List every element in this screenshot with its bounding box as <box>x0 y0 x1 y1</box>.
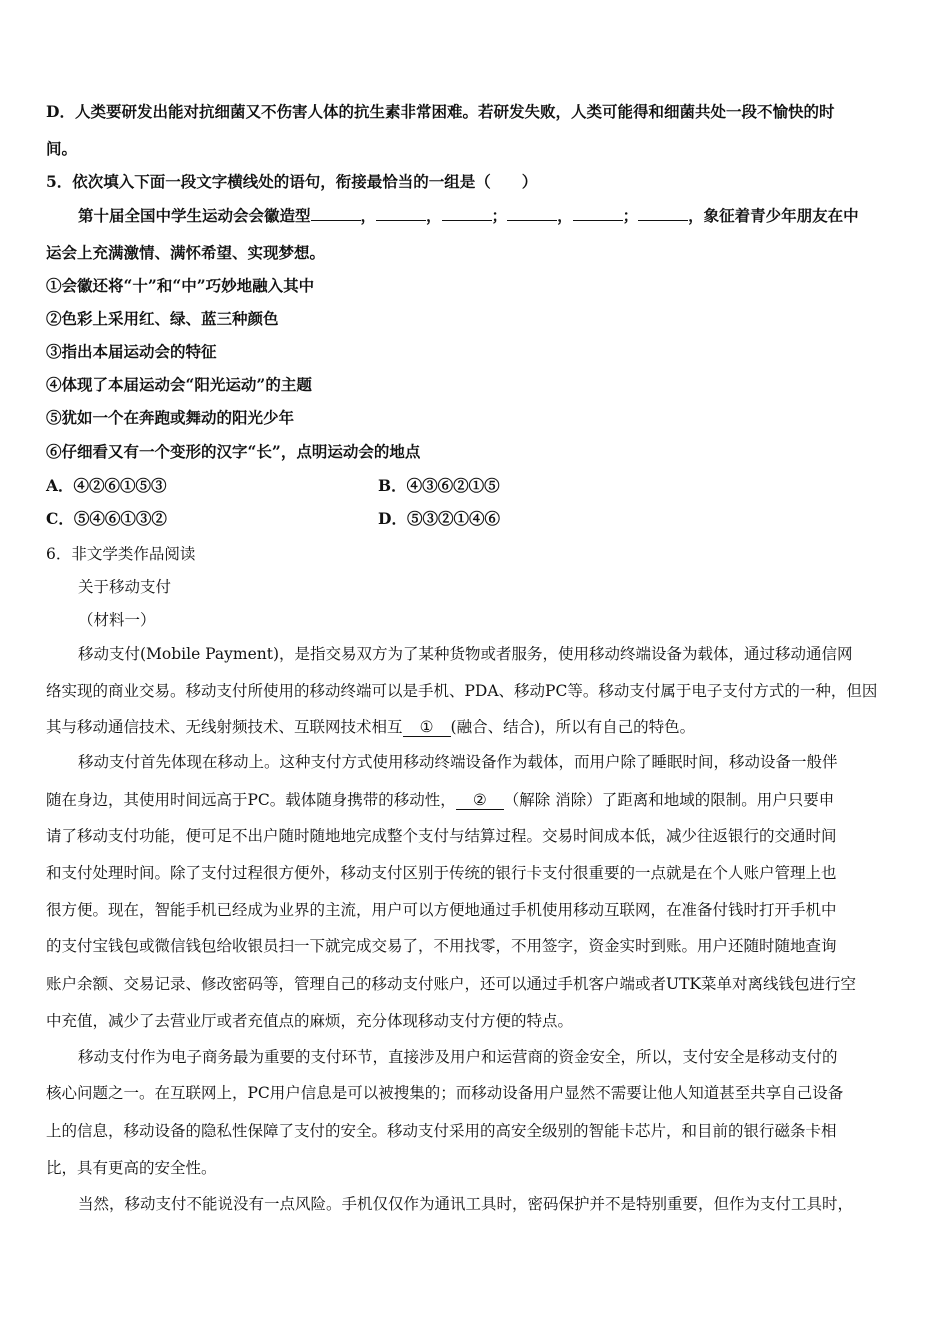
fill-blank-1 <box>311 220 361 221</box>
q6-p1-line1: 移动支付(Mobile Payment)，是指交易双方为了某种货物或者服务，使用移动终端设备为载体，通过移动通信网 <box>78 645 853 663</box>
fill-blank-2 <box>376 220 426 221</box>
q5-stem: 5．依次填入下面一段文字横线处的语句，衔接最恰当的一组是（ ） <box>46 172 538 191</box>
q6-p2-line2 <box>46 789 906 811</box>
punct: ； <box>491 206 508 225</box>
q6-p2-line2-end: （解除 消除）了距离和地域的限制。用户只要申 <box>503 791 835 809</box>
q6-p3-line2: 核心问题之一。在互联网上，PC用户信息是可以被搜集的；而移动设备用户显然不需要让他人知道甚至共享自己设备 <box>46 1084 844 1102</box>
q6-p2-line4: 和支付处理时间。除了支付过程很方便外，移动支付区别于传统的银行卡支付很重要的一点就是在个人账户管理上也 <box>46 864 837 882</box>
q4-option-d-line1: D．人类要研发出能对抗细菌又不伤害人体的抗生素非常困难。若研发失败，人类可能得和细菌共处一段不愉快的时 <box>46 102 835 121</box>
q6-p1-line3-start: 其与移动通信技术、无线射频技术、互联网技术相互 <box>46 718 403 736</box>
q6-p2-line7: 账户余额、交易记录、修改密码等，管理自己的移动支付账户，还可以通过手机客户端或者UTK菜单对离线钱包进行空 <box>46 975 856 993</box>
q6-material-label: （材料一） <box>78 611 156 629</box>
fill-blank-5 <box>573 220 623 221</box>
q5-item-5: ⑤犹如一个在奔跑或舞动的阳光少年 <box>46 408 295 427</box>
q5-passage-line2: 运会上充满激情、满怀希望、实现梦想。 <box>46 243 326 262</box>
q6-p3-line1: 移动支付作为电子商务最为重要的支付环节，直接涉及用户和运营商的资金安全，所以，支付安全是移动支付的 <box>78 1048 838 1066</box>
q6-p2-line5: 很方便。现在，智能手机已经成为业界的主流，用户可以方便地通过手机使用移动互联网，在准备付钱时打开手机中 <box>46 901 837 919</box>
q5-passage-line1 <box>78 205 906 227</box>
q6-p2-line8: 中充值，减少了去营业厅或者充值点的麻烦，充分体现移动支付方便的特点。 <box>46 1012 574 1030</box>
fill-blank-3 <box>442 220 492 221</box>
q6-p1-line3 <box>46 716 906 738</box>
punct: ， <box>360 206 377 225</box>
q6-p3-line4: 比，具有更高的安全性。 <box>46 1159 217 1177</box>
q5-item-1: ①会徽还将“十”和“中”巧妙地融入其中 <box>46 276 315 295</box>
q5-option-b[interactable]: B．④③⑥②①⑤ <box>378 476 500 495</box>
q6-title: 关于移动支付 <box>78 578 172 596</box>
punct: ， <box>426 206 442 225</box>
q6-p2-line1: 移动支付首先体现在移动上。这种支付方式使用移动终端设备作为载体，而用户除了睡眠时间，移动设备一般伴 <box>78 753 838 771</box>
punct: ； <box>622 206 639 225</box>
fill-blank-4 <box>507 220 557 221</box>
q5-item-2: ②色彩上采用红、绿、蓝三种颜色 <box>46 309 279 328</box>
q5-option-c[interactable]: C．⑤④⑥①③② <box>46 509 167 528</box>
q5-passage-start: 第十届全国中学生运动会会徽造型 <box>78 206 311 225</box>
q6-p2-line6: 的支付宝钱包或微信钱包给收银员扫一下就完成交易了，不用找零，不用签字，资金实时到账。用户还随时随地查询 <box>46 937 837 955</box>
q5-item-3: ③指出本届运动会的特征 <box>46 342 217 361</box>
blank-1: ① <box>403 718 451 737</box>
q4-option-d-line2: 间。 <box>46 139 78 158</box>
q6-p3-line3: 上的信息，移动设备的隐私性保障了支付的安全。移动支付采用的高安全级别的智能卡芯片，和目前的银行磁条卡相 <box>46 1122 837 1140</box>
q6-stem: 6．非文学类作品阅读 <box>46 545 196 563</box>
q6-p2-line3: 请了移动支付功能，便可足不出户随时随地地完成整个支付与结算过程。交易时间成本低，减少往返银行的交通时间 <box>46 827 837 845</box>
q5-option-a[interactable]: A．④②⑥①⑤③ <box>46 476 167 495</box>
q5-item-6: ⑥仔细看又有一个变形的汉字“长”，点明运动会的地点 <box>46 442 421 461</box>
q5-option-d[interactable]: D．⑤③②①④⑥ <box>378 509 500 528</box>
q5-passage-end: ，象征着青少年朋友在中 <box>688 206 859 225</box>
q6-p2-line2-start: 随在身边，其使用时间远高于PC。载体随身携带的移动性， <box>46 791 456 809</box>
q6-p1-line3-end: (融合、结合)，所以有自己的特色。 <box>450 718 696 736</box>
punct: ， <box>557 206 573 225</box>
q6-p1-line2: 络实现的商业交易。移动支付所使用的移动终端可以是手机、PDA、移动PC等。移动支付属于电子支付方式的一种，但因 <box>46 682 878 700</box>
fill-blank-6 <box>638 220 688 221</box>
blank-2: ② <box>456 791 504 810</box>
q6-p4-line1: 当然，移动支付不能说没有一点风险。手机仅仅作为通讯工具时，密码保护并不是特别重要，但作为支付工具时， <box>78 1195 854 1213</box>
q5-item-4: ④体现了本届运动会“阳光运动”的主题 <box>46 375 312 394</box>
